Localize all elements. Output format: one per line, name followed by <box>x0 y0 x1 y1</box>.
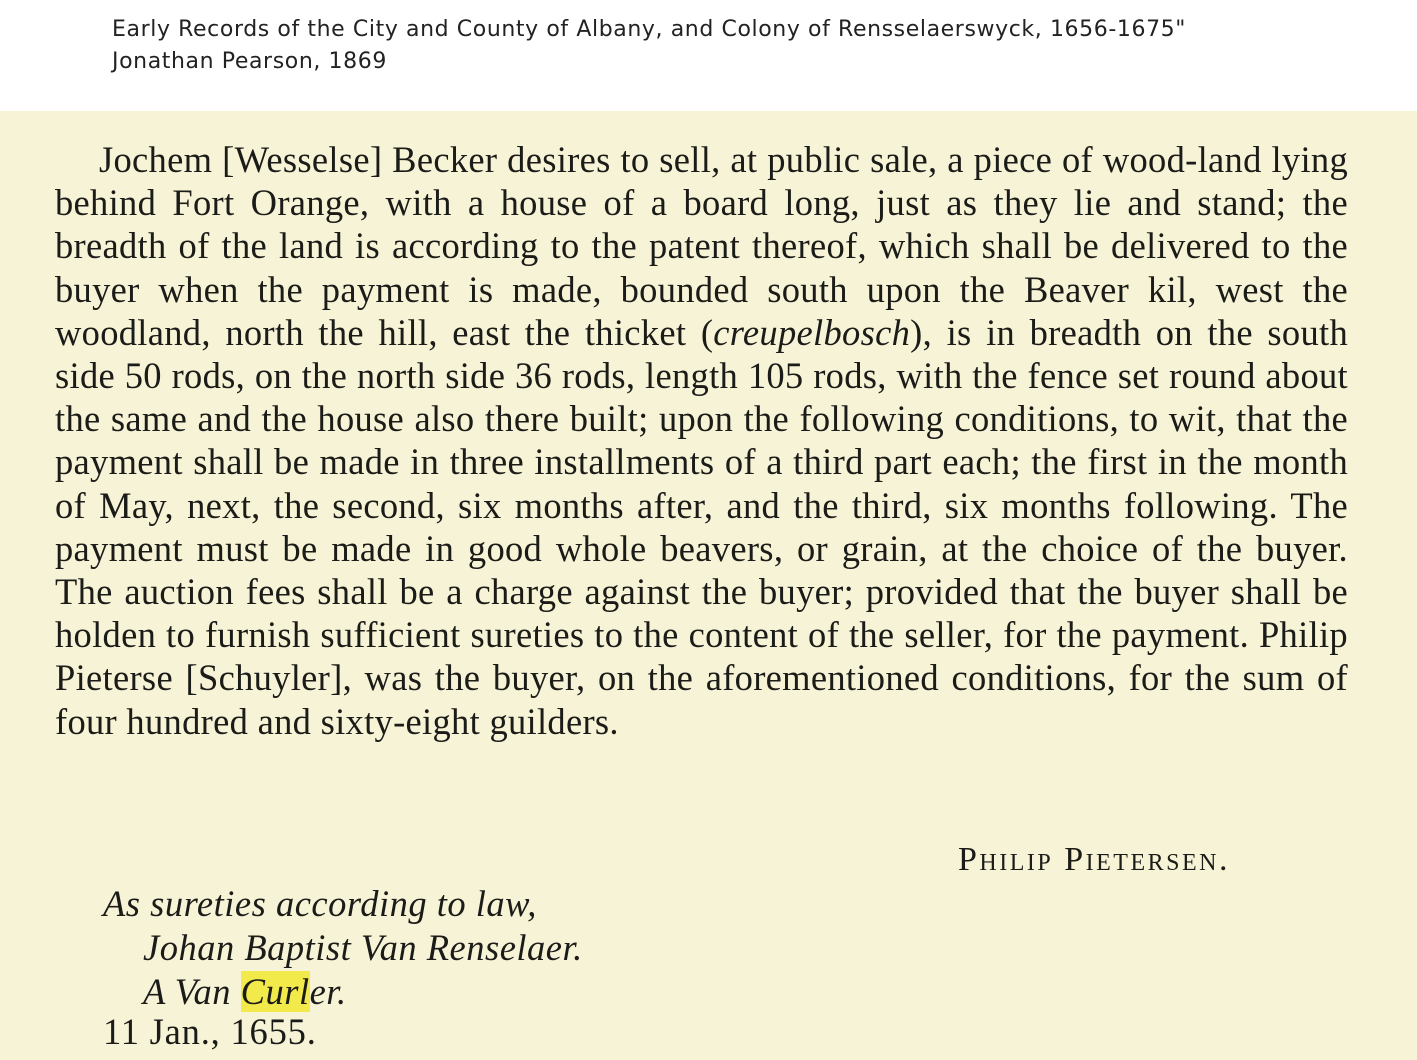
paragraph-text-start: Jochem [Wesselse] Becker desires to sell, at public sale, a piece of wood-land lying behind Fort Orange, with a house of a board long, just as they lie and stand; the breadth of the land is according to the patent thereof, which shall be delivered to the buyer when the payment is made, bounded south upon the Beaver kil, west the woodland, north the hill, east the thicket ( <box>55 139 1348 353</box>
signature-name: Philip Pietersen. <box>958 841 1230 878</box>
sureties-block <box>103 882 583 1014</box>
surety-2-prefix: A Van <box>143 971 241 1012</box>
paragraph-italic-term: creupelbosch <box>713 311 911 353</box>
surety-name-2 <box>103 970 583 1014</box>
record-paragraph <box>55 138 1348 743</box>
sureties-heading: As sureties according to law, <box>103 883 537 924</box>
surety-name-1: Johan Baptist Van Renselaer. <box>143 927 583 968</box>
surety-2-suffix: er. <box>309 971 347 1012</box>
caption-title: Early Records of the City and County of Albany, and Colony of Rensselaerswyck, 1656-1675" <box>112 17 1186 42</box>
scanned-page <box>0 111 1417 1060</box>
search-highlight: Curl <box>240 971 310 1012</box>
paragraph-text-end: ), is in breadth on the south side 50 rods, on the north side 36 rods, length 105 rods, with the fence set round about the same and the house also there built; upon the following conditions, to wit, that the payment shall be made in three installments of a third part each; the first in the month of May, next, the second, six months after, and the third, six months following. The payment must be made in good whole beavers, or grain, at the choice of the buyer. The auction fees shall be a charge against the buyer; provided that the buyer shall be holden to furnish sufficient sureties to the content of the seller, for the payment. Philip Pieterse [Schuyler], was the buyer, on the aforementioned conditions, for the sum of four hundred and sixty-eight guilders. <box>55 311 1348 742</box>
record-date: 11 Jan., 1655. <box>103 1011 317 1052</box>
image-caption <box>0 0 1417 111</box>
caption-author: Jonathan Pearson, 1869 <box>112 49 387 74</box>
